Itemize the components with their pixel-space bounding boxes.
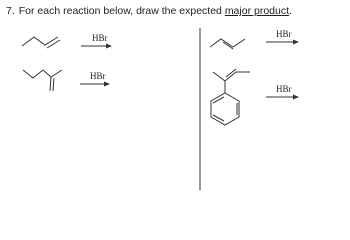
reaction-arrow-2: [266, 40, 299, 45]
question-period: .: [289, 5, 292, 17]
reactant-phenyl-alkene: [211, 69, 250, 125]
reagent-1: HBr: [92, 33, 108, 43]
reaction-arrow-3: [80, 82, 110, 87]
reagent-4: HBr: [276, 84, 292, 94]
question-number: 7.: [6, 5, 15, 17]
reaction-arrow-1: [81, 44, 112, 49]
reactant-2-butene: [210, 39, 245, 49]
reactant-2-methyl-1-butene: [23, 70, 62, 91]
question-emphasis: major product: [224, 5, 290, 17]
reagent-2: HBr: [276, 29, 292, 39]
reactant-1-butene: [22, 37, 60, 48]
reaction-arrow-4: [266, 95, 299, 100]
reagent-3: HBr: [90, 71, 106, 81]
question-text: For each reaction below, draw the expected: [18, 5, 225, 17]
